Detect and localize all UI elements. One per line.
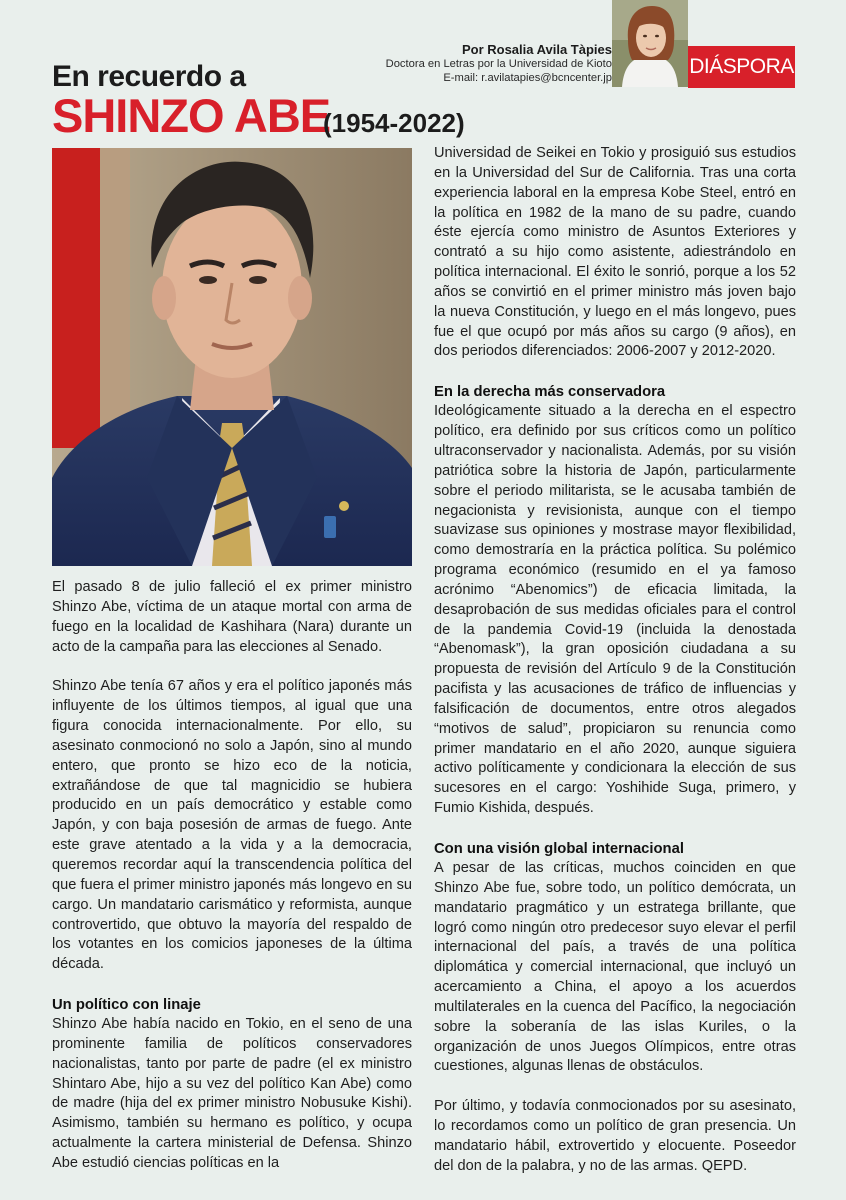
author-block (292, 42, 612, 85)
shinzo-abe-photo (52, 148, 412, 566)
paragraph: Shinzo Abe había nacido en Tokio, en el seno de una prominente familia de políticos conservadores nacionalistas, tanto por parte de padre (el ex ministro Shintaro Abe, hijo a su vez del político Kan Abe) como de madre (hija del ex primer ministro Nobusuke Kishi). Asimismo, también su hermano es político, y ocupa actualmente la cartera ministerial de Defensa. Shinzo Abe estudió ciencias políticas en la (52, 1016, 412, 1171)
right-column (434, 144, 796, 1177)
section-tag: DIÁSPORA (688, 46, 795, 88)
subheading-linaje: Un político con linaje (52, 997, 201, 1014)
title-years: (1954-2022) (323, 108, 465, 138)
page-title: SHINZO ABE (52, 89, 331, 142)
paragraph: Ideológicamente situado a la derecha en el espectro político, era definido por sus críticos como un político ultraconservador y nacionalista. Además, por su visión patriótica sobre la historia de Japón, particularmente sobre el periodo militarista, se le acusaba también de negacionista y revisionista, aunque con el tiempo suavizase sus opiniones y mostrase mayor flexibilidad, como demostraría en la práctica política. Su polémico programa económico (resumido en el ya famoso acrónimo “Abenomics”) de eficacia limitada, la desaprobación de sus medidas oficiales para el control de la pandemia Covid-19 (incluida la denostada “Abenomask”), la gran oposición ciudadana a su propuesta de revisión del Artículo 9 de la Constitución pacifista y las acusaciones de tráfico de influencias y falsificación de documentos, entre otros alegados “motivos de salud”, propiciaron su renuncia como primer mandatario en el año 2020, aunque siguiera activo políticamente y condicionara la elección de sus sucesores en el cargo: Yoshihide Suga, primero, y Fumio Kishida, después. (434, 403, 796, 817)
paragraph: Universidad de Seikei en Tokio y prosiguió sus estudios en la Universidad del Sur de California. Tras una corta experiencia laboral en la empresa Kobe Steel, entró en la política en 1982 de la mano de su padre, cuando éste ejercía como ministro de Asuntos Exteriores y contrató a su hijo como asistente, adiestrándolo en política internacional. El éxito le sonrió, porque a los 52 años se convirtió en el primer ministro más joven bajo la nueva Constitución, y luego en el más longevo, pues fue el que ocupó por más años su cargo (9 años), en dos periodos diferenciados: 2006-2007 y 2012-2020. (434, 145, 796, 360)
subheading-derecha: En la derecha más conservadora (434, 384, 666, 401)
paragraph: A pesar de las críticas, muchos coinciden en que Shinzo Abe fue, sobre todo, un político demócrata, un mandatario pragmático y un estratega brillante, que logró como ningún otro predecesor suyo elevar el perfil internacional del país, a través de una política diplomática y comercial internacional, que incluyó un acercamiento a China, el apoyo a los acuerdos multilaterales en la cuenca del Pacífico, la negociación sobre la soberanía de las islas Kuriles, o la organización de unos Juegos Olímpicos, entre otras cuestiones, algunas llenas de obstáculos. (434, 860, 796, 1075)
paragraph: Shinzo Abe tenía 67 años y era el político japonés más influyente de los últimos tiempos, al igual que una figura conocida internacionalmente. Por ello, su asesinato conmocionó no solo a Japón, sino al mundo entero, que pronto se hizo eco de la noticia, extrañándose de que tal magnicidio se hubiera producido en un país democrático y estable como Japón, y con baja posesión de armas de fuego. Ante este grave atentado a la vida y a la democracia, queremos recordar aquí la transcendencia política del que fuera el primer ministro japonés más longevo en su cargo. Un mandatario carismático y reformista, aunque controvertido, que obtuvo la mayoría del respaldo de los votantes en los comicios japoneses de la última década. (52, 678, 412, 973)
paragraph: El pasado 8 de julio falleció el ex primer ministro Shinzo Abe, víctima de un ataque mortal con arma de fuego en la localidad de Kashihara (Nara) durante un acto de la campaña para las elecciones al Senado. (52, 579, 412, 655)
author-role: Doctora en Letras por la Universidad de Kioto (385, 58, 612, 70)
author-name: Por Rosalia Avila Tàpies (461, 42, 612, 57)
title-line-1: En recuerdo a (52, 60, 246, 93)
paragraph: Por último, y todavía conmocionados por su asesinato, lo recordamos como un político de gran presencia. Un mandatario hábil, extrovertido y elocuente. Poseedor del don de la palabra, y no de las armas. QEPD. (434, 1098, 796, 1174)
subheading-vision-global: Con una visión global internacional (434, 841, 684, 857)
author-email: E-mail: r.avilatapies@bcncenter.jp (443, 72, 612, 84)
author-portrait (612, 0, 688, 87)
left-column (52, 578, 412, 1174)
